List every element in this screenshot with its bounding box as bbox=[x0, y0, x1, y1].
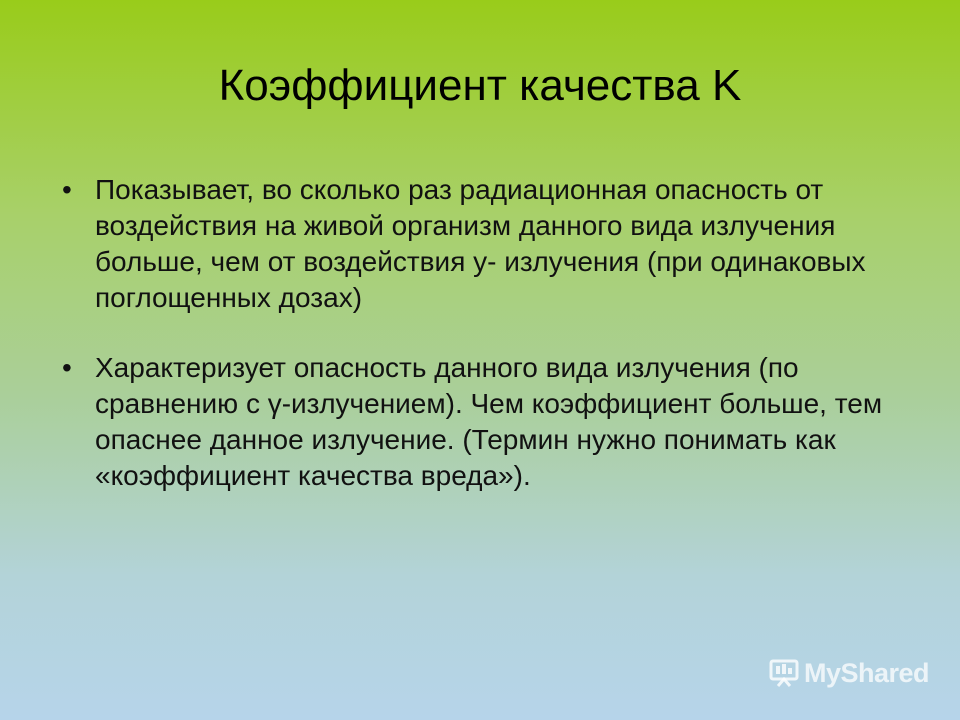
bullet-marker: • bbox=[62, 174, 72, 205]
bullet-marker: • bbox=[62, 352, 72, 383]
presentation-board-icon bbox=[768, 657, 800, 689]
bullet-list bbox=[62, 172, 902, 528]
bullet-item-1 bbox=[62, 172, 902, 316]
bullet-item-2 bbox=[62, 350, 902, 494]
slide-title: Коэффициент качества K bbox=[218, 61, 742, 110]
watermark-text: MyShared bbox=[804, 657, 930, 688]
myshared-watermark bbox=[768, 656, 929, 690]
bullet-text-2: Характеризует опасность данного вида излучения (по сравнению с γ-излучением). Чем коэффициент больше, тем опаснее данное излучение. (Термин нужно понимать как «коэффициент качества вреда»). bbox=[95, 352, 883, 491]
bullet-text-1: Показывает, во сколько раз радиационная опасность от воздействия на живой организм данного вида излучения больше, чем от воздействия у- излучения (при одинаковых поглощенных дозах) bbox=[95, 174, 866, 313]
